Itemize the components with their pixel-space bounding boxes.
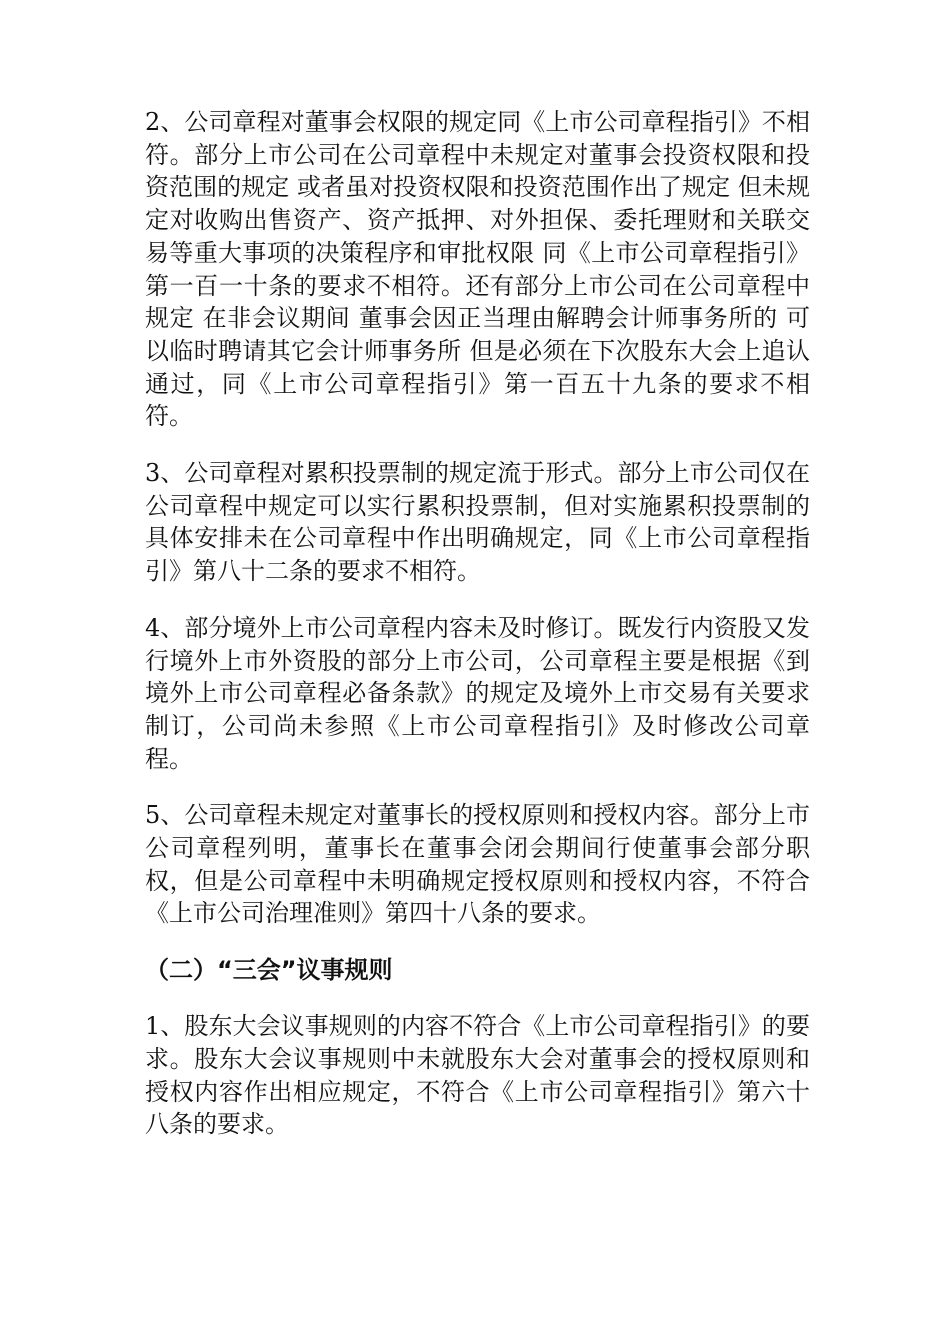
paragraph-chairman-authorization: 5、公司章程未规定对董事长的授权原则和授权内容。部分上市公司章程列明，董事长在董事会闭会期间行使董事会部分职权，但是公司章程中未明确规定授权原则和授权内容，不符合《上市公司治理准则》第四十八条的要求。: [145, 801, 810, 928]
paragraph-overseas-listed: 4、部分境外上市公司章程内容未及时修订。既发行内资股又发行境外上市外资股的部分上市公司，公司章程主要是根据《到境外上市公司章程必备条款》的规定及境外上市交易有关要求制订，公司尚未参照《上市公司章程指引》及时修改公司章程。: [145, 613, 810, 773]
section-heading: （二）“三会”议事规则: [145, 956, 393, 985]
paragraph-shareholder-rules: 1、股东大会议事规则的内容不符合《上市公司章程指引》的要求。股东大会议事规则中未就股东大会对董事会的授权原则和授权内容作出相应规定，不符合《上市公司章程指引》第六十八条的要求。: [145, 1012, 810, 1139]
paragraph-cumulative-voting: 3、公司章程对累积投票制的规定流于形式。部分上市公司仅在公司章程中规定可以实行累积投票制，但对实施累积投票制的具体安排未在公司章程中作出明确规定，同《上市公司章程指引》第八十二条的要求不相符。: [145, 459, 810, 586]
paragraph-board-authority: 2、公司章程对董事会权限的规定同《上市公司章程指引》不相符。部分上市公司在公司章程中未规定对董事会投资权限和投资范围的规定 或者虽对投资权限和投资范围作出了规定 但未规定对收购出售资产、资产抵押、对外担保、委托理财和关联交易等重大事项的决策程序和审批权限 同《上市公司章程指引》第一百一十条的要求不相符。还有部分上市公司在公司章程中规定 在非会议期间 董事会因正当理由解聘会计师事务所的 可以临时聘请其它会计师事务所 但是必须在下次股东大会上追认通过，同《上市公司章程指引》第一百五十九条的要求不相符。: [145, 108, 810, 431]
document-page: [145, 106, 810, 1165]
